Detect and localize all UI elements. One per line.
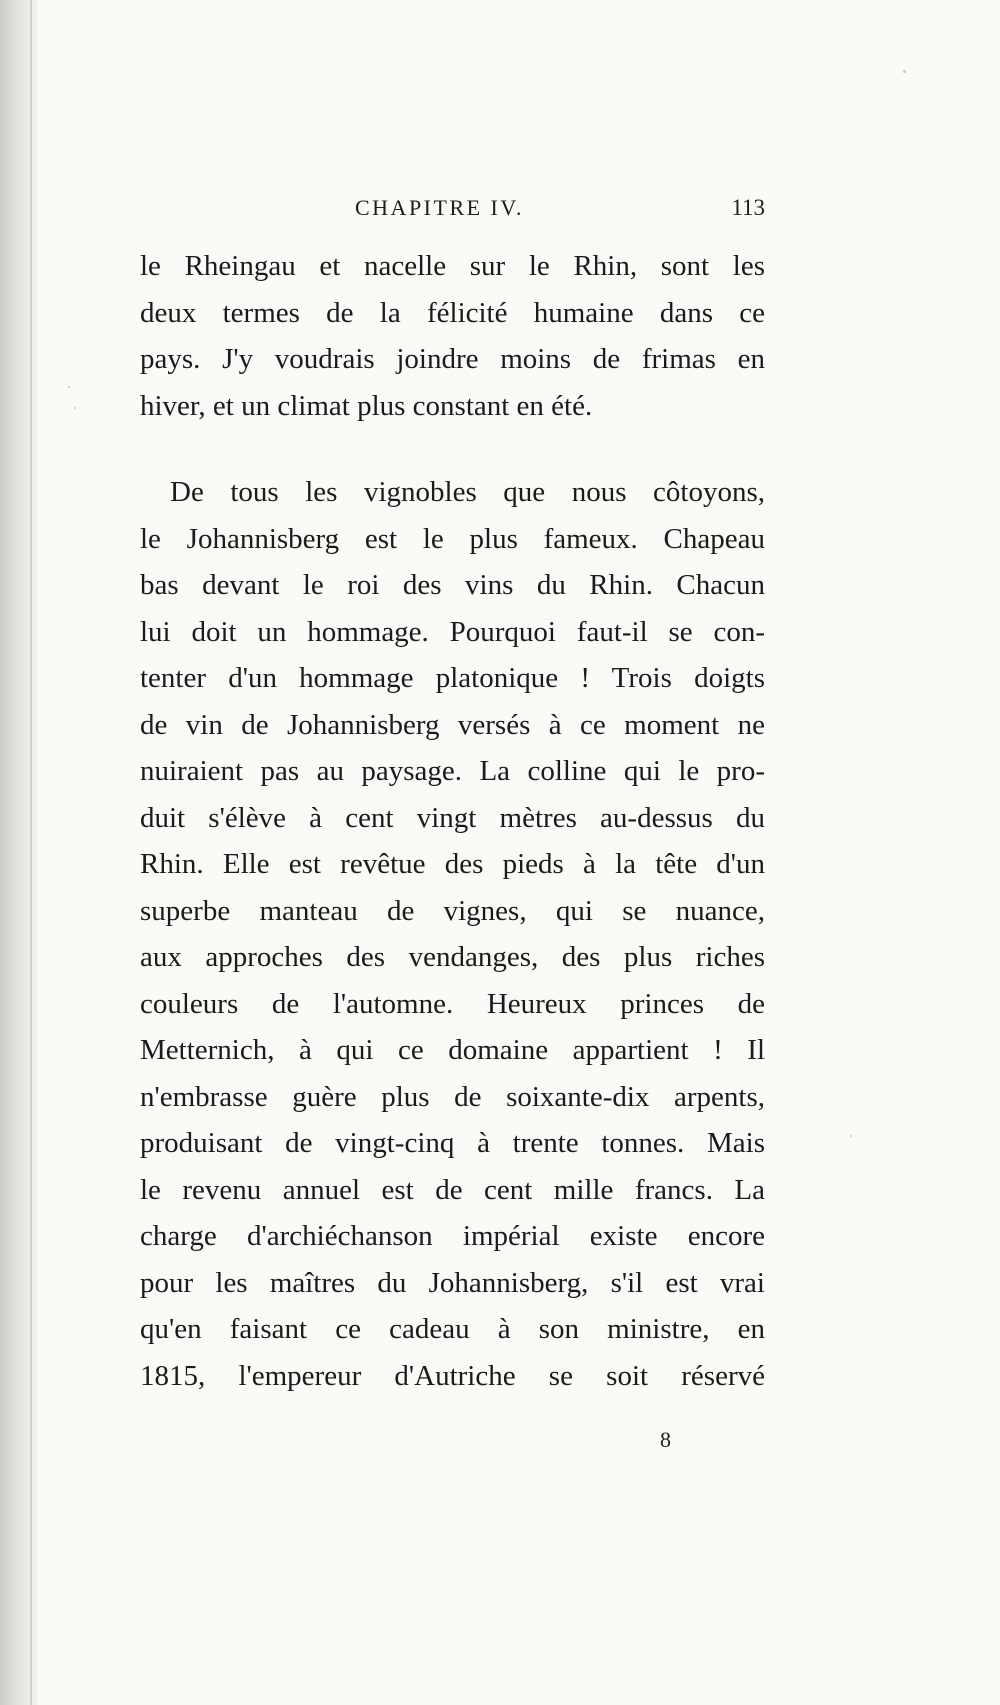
text-line: de vin de Johannisberg versés à ce moment ne	[140, 708, 765, 741]
text-line: aux approches des vendanges, des plus riches	[140, 941, 765, 973]
text-line: charge d'archiéchanson impérial existe encore	[140, 1220, 765, 1252]
text-line: couleurs de l'automne. Heureux princes de	[140, 987, 765, 1020]
text-line: qu'en faisant ce cadeau à son ministre, en	[140, 1313, 765, 1345]
text-line: nuiraient pas au paysage. La colline qui le pro-	[140, 755, 765, 787]
page-header	[140, 195, 765, 231]
text-line: De tous les vignobles que nous côtoyons,	[170, 476, 765, 508]
text-line: superbe manteau de vignes, qui se nuance,	[140, 894, 765, 927]
page-gutter	[0, 0, 38, 1705]
text-line: n'embrasse guère plus de soixante-dix arpents,	[140, 1080, 765, 1113]
text-line: deux termes de la félicité humaine dans ce	[140, 296, 765, 329]
page-number: 113	[731, 195, 765, 220]
binding-shadow	[30, 0, 32, 1705]
text-line: produisant de vingt-cinq à trente tonnes. Mais	[140, 1127, 765, 1159]
paragraph-1	[140, 243, 765, 429]
text-line: tenter d'un hommage platonique ! Trois doigts	[140, 662, 765, 694]
text-line: lui doit un hommage. Pourquoi faut-il se con-	[140, 615, 765, 648]
paper-speck	[68, 386, 70, 388]
signature-mark: 8	[660, 1427, 671, 1452]
text-line: le Johannisberg est le plus fameux. Chapeau	[140, 522, 765, 555]
text-line: pour les maîtres du Johannisberg, s'il est vrai	[140, 1266, 765, 1299]
text-line: 1815, l'empereur d'Autriche se soit réservé	[140, 1359, 765, 1392]
text-line: bas devant le roi des vins du Rhin. Chacun	[140, 569, 765, 601]
text-line: Rhin. Elle est revêtue des pieds à la tête d'un	[140, 848, 765, 880]
text-line: duit s'élève à cent vingt mètres au-dessus du	[140, 801, 765, 834]
paragraph-2	[140, 469, 765, 1399]
body-text	[140, 243, 765, 1399]
text-line: Metternich, à qui ce domaine appartient ! Il	[140, 1034, 765, 1066]
text-line: hiver, et un climat plus constant en été.	[140, 389, 593, 422]
paper-speck	[74, 407, 76, 409]
text-line: le revenu annuel est de cent mille francs. La	[140, 1173, 765, 1206]
paper-speck	[903, 70, 906, 73]
text-line: pays. J'y voudrais joindre moins de frimas en	[140, 343, 765, 375]
text-line: le Rheingau et nacelle sur le Rhin, sont les	[140, 250, 765, 282]
paper-speck	[850, 1135, 852, 1137]
running-head: CHAPITRE IV.	[355, 195, 524, 220]
